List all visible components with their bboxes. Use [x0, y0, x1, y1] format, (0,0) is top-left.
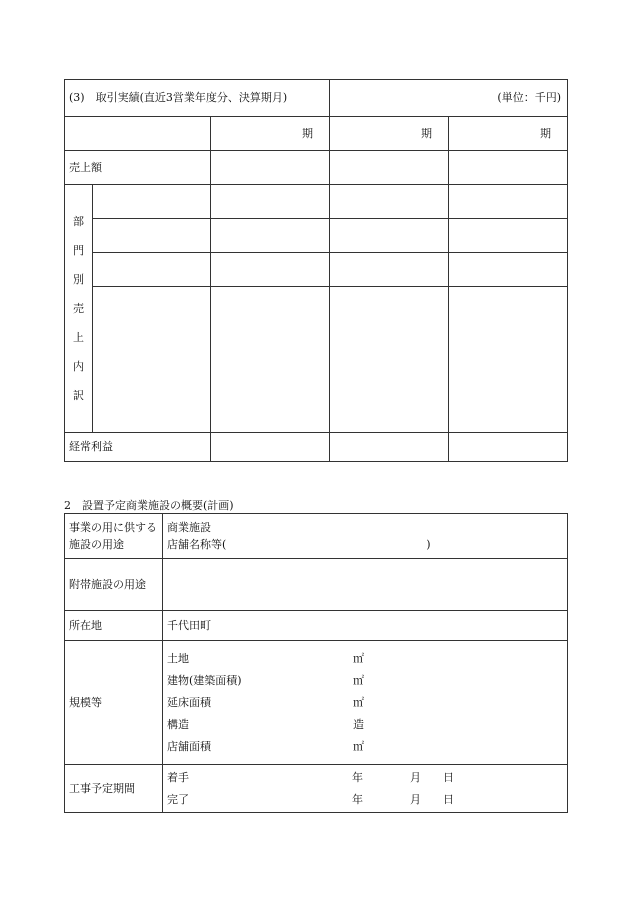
scale-item-label: 延床面積 [167, 695, 211, 709]
scale-row [167, 714, 563, 736]
schedule-year: 年 [352, 792, 363, 806]
transaction-record-table [64, 79, 568, 462]
dept-value-cell [330, 253, 449, 287]
dept-value-cell [449, 219, 568, 253]
sales-cell-1 [211, 151, 330, 185]
scale-row [167, 670, 563, 692]
dept-char: 別 [73, 273, 84, 286]
period-label-1: 期 [211, 117, 330, 151]
scale-item-label: 建物(建築面積) [167, 673, 242, 687]
location-label: 所在地 [65, 611, 163, 641]
ancillary-value [163, 559, 568, 611]
dept-char: 門 [73, 244, 84, 257]
dept-value-cell [211, 219, 330, 253]
schedule-row [167, 767, 563, 789]
dept-value-cell [449, 253, 568, 287]
sales-cell-2 [330, 151, 449, 185]
purpose-line: 商業施設 [167, 520, 211, 534]
dept-char: 売 [73, 302, 84, 315]
scale-row [167, 736, 563, 758]
scale-row [167, 692, 563, 714]
location-value: 千代田町 [163, 611, 568, 641]
sales-label: 売上額 [65, 151, 211, 185]
scale-label: 規模等 [65, 641, 163, 765]
dept-value-cell [449, 287, 568, 433]
schedule-year: 年 [352, 770, 363, 784]
schedule-month: 月 [410, 792, 421, 806]
schedule-label: 工事予定期間 [65, 765, 163, 813]
scale-item-unit: ㎡ [353, 739, 364, 753]
header-blank-cell [65, 117, 211, 151]
dept-char: 内 [73, 360, 84, 373]
purpose-value [163, 514, 568, 559]
period-label-3: 期 [449, 117, 568, 151]
ordinary-profit-label: 経常利益 [65, 433, 211, 462]
ancillary-label: 附帯施設の用途 [65, 559, 163, 611]
store-name-line [167, 536, 563, 553]
dept-name-cell [93, 287, 211, 433]
scale-row [167, 648, 563, 670]
schedule-month: 月 [410, 770, 421, 784]
dept-char: 訳 [73, 389, 84, 402]
sales-cell-3 [449, 151, 568, 185]
dept-name-cell [93, 253, 211, 287]
schedule-row [167, 789, 563, 811]
scale-values [163, 641, 568, 765]
ordinary-profit-cell-1 [211, 433, 330, 462]
period-label-2: 期 [330, 117, 449, 151]
purpose-label: 事業の用に供する施設の用途 [65, 514, 163, 559]
scale-item-unit: ㎡ [353, 651, 364, 665]
scale-item-label: 店舗面積 [167, 739, 211, 753]
store-name-open: 店舗名称等( [167, 538, 227, 551]
dept-value-cell [330, 219, 449, 253]
scale-item-label: 土地 [167, 651, 189, 665]
transaction-record-title: (3) 取引実績(直近3営業年度分、決算期月) [65, 80, 330, 117]
schedule-day: 日 [443, 792, 454, 806]
section-2-heading: 2 設置予定商業施設の概要(計画) [64, 499, 234, 512]
dept-char: 上 [73, 331, 84, 344]
dept-value-cell [211, 185, 330, 219]
ordinary-profit-cell-3 [449, 433, 568, 462]
scale-item-unit: ㎡ [353, 695, 364, 709]
scale-item-unit: ㎡ [353, 673, 364, 687]
facility-overview-table [64, 513, 568, 813]
scale-item-unit: 造 [353, 717, 364, 731]
dept-value-cell [330, 287, 449, 433]
department-sales-label [65, 185, 93, 433]
dept-value-cell [211, 287, 330, 433]
store-name-close: ) [426, 538, 431, 551]
schedule-values [163, 765, 568, 813]
dept-name-cell [93, 185, 211, 219]
dept-name-cell [93, 219, 211, 253]
schedule-item-label: 完了 [167, 792, 189, 806]
schedule-day: 日 [443, 770, 454, 784]
dept-value-cell [330, 185, 449, 219]
unit-label: (単位：千円) [330, 80, 568, 117]
dept-value-cell [211, 253, 330, 287]
ordinary-profit-cell-2 [330, 433, 449, 462]
dept-value-cell [449, 185, 568, 219]
schedule-item-label: 着手 [167, 770, 189, 784]
scale-item-label: 構造 [167, 717, 189, 731]
dept-char: 部 [73, 215, 84, 228]
